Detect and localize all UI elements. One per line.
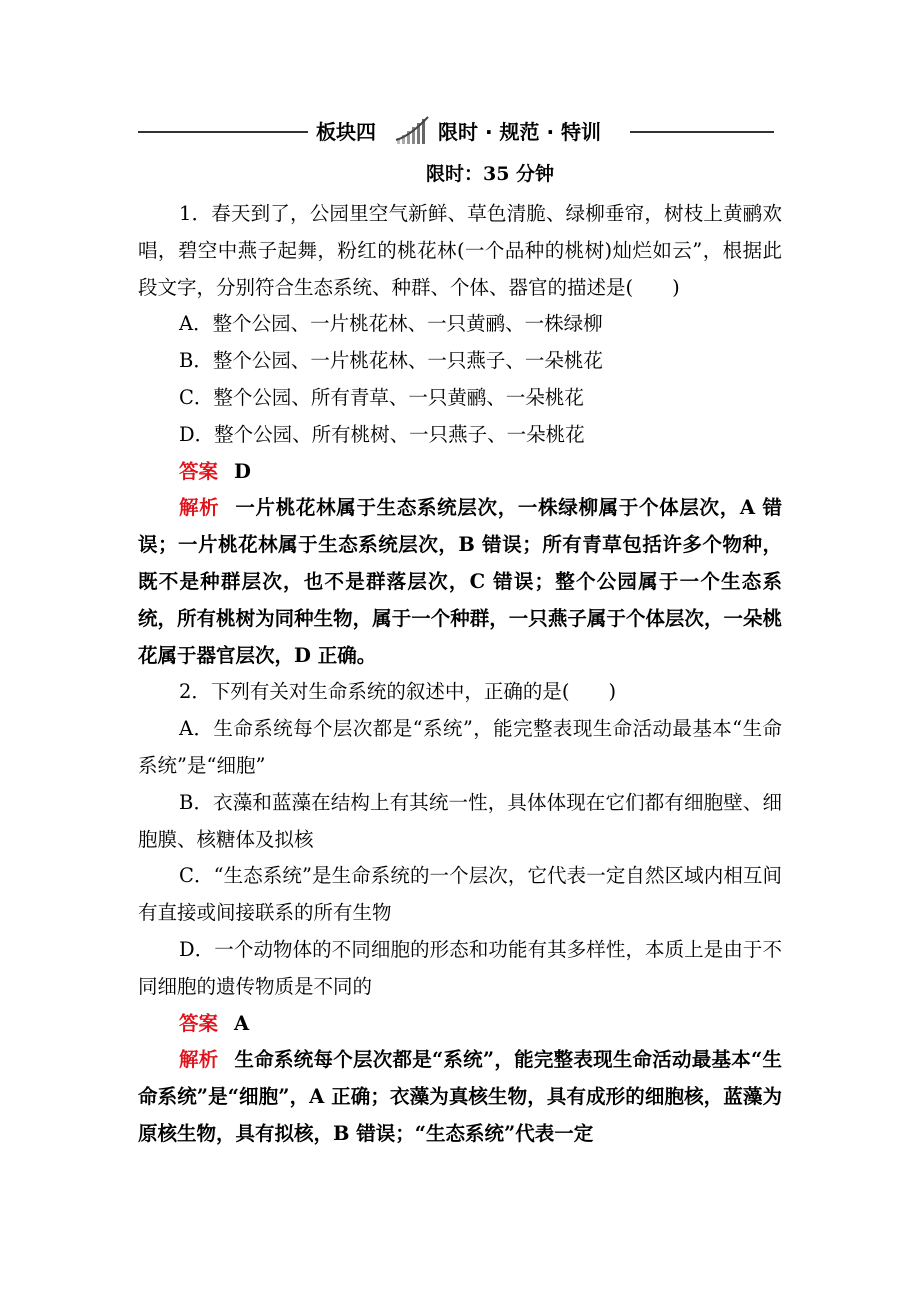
header-rule-left [138, 131, 308, 133]
option-a: A．生命系统每个层次都是“系统”，能完整表现生命活动最基本“生命系统”是“细胞” [138, 717, 782, 777]
answer-value: A [234, 1011, 250, 1035]
option-c: C．整个公园、所有青草、一只黄鹂、一朵桃花 [179, 385, 584, 409]
header-rule-right [630, 131, 774, 133]
section-label: 板块四 [316, 120, 376, 144]
answer-label: 答案 [179, 1011, 219, 1035]
answer-line [138, 1006, 782, 1043]
time-limit: 限时：35 分钟 [426, 163, 555, 185]
question-stem: 1．春天到了，公园里空气新鲜、草色清脆、绿柳垂帘，树枝上黄鹂欢唱，碧空中燕子起舞，粉红的桃花林(一个品种的桃树)灿烂如云”，根据此段文字，分别符合生态系统、种群、个体、器官的描述是( ) [138, 202, 782, 299]
option-a: A．整个公园、一片桃花林、一只黄鹂、一株绿柳 [179, 312, 603, 336]
rising-bars-icon [394, 114, 432, 146]
section-title: 限时 · 规范 · 特训 [438, 120, 602, 144]
explanation-label: 解析 [179, 496, 220, 520]
answer-value: D [234, 459, 251, 483]
explanation-text: 一片桃花林属于生态系统层次，一株绿柳属于个体层次，A 错误；一片桃花林属于生态系统层次，B 错误；所有青草包括许多个物种，既不是种群层次，也不是群落层次，C 错误；整个公园属于一个生态系统，所有桃树为同种生物，属于一个种群，一只燕子属于个体层次，一朵桃花属于器官层次，D 正确。 [138, 496, 782, 667]
question-list [138, 196, 782, 1153]
explanation-label: 解析 [179, 1048, 219, 1072]
explanation [138, 1042, 782, 1152]
option-d: D．整个公园、所有桃树、一只燕子、一朵桃花 [179, 422, 585, 446]
explanation-text: 生命系统每个层次都是“系统”，能完整表现生命活动最基本“生命系统”是“细胞”，A 正确；衣藻为真核生物，具有成形的细胞核，蓝藻为原核生物，具有拟核，B 错误；“生态系统”代表一定 [138, 1048, 782, 1145]
option-c: C．“生态系统”是生命系统的一个层次，它代表一定自然区域内相互间有直接或间接联系的所有生物 [138, 864, 782, 925]
explanation [138, 490, 782, 674]
section-header [138, 114, 774, 150]
option-b: B．衣藻和蓝藻在结构上有其统一性，具体体现在它们都有细胞壁、细胞膜、核糖体及拟核 [138, 790, 782, 851]
answer-label: 答案 [179, 459, 219, 483]
option-d: D．一个动物体的不同细胞的形态和功能有其多样性，本质上是由于不同细胞的遗传物质是不同的 [138, 937, 782, 998]
answer-line [138, 454, 782, 491]
question-stem: 2．下列有关对生命系统的叙述中，正确的是( ) [179, 680, 617, 704]
option-b: B．整个公园、一片桃花林、一只燕子、一朵桃花 [179, 349, 603, 373]
